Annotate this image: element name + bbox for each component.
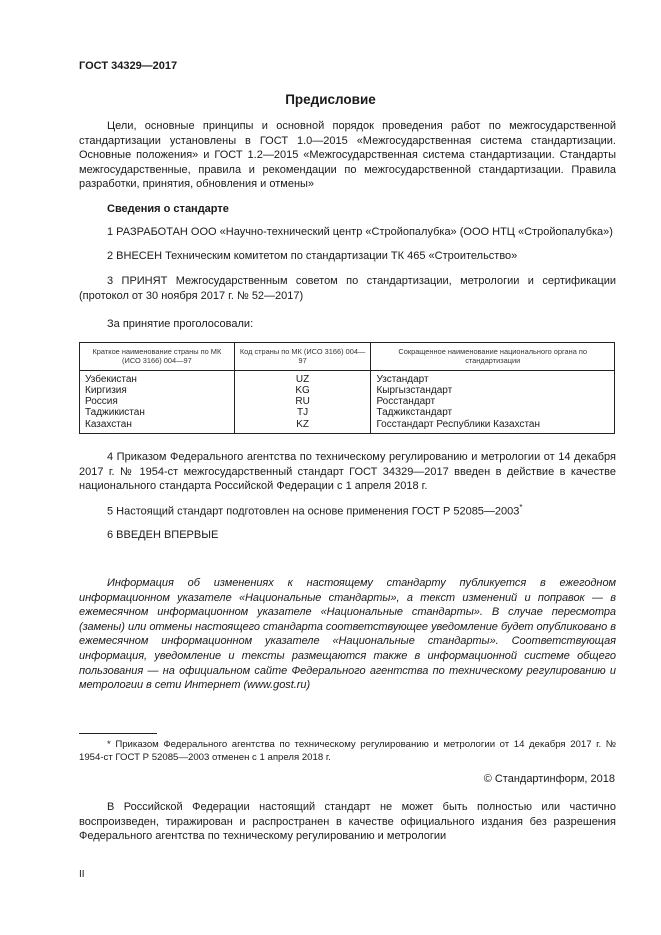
- cell-body: Росстандарт: [371, 396, 615, 407]
- cell-country: Казахстан: [80, 419, 235, 434]
- cell-code: KZ: [234, 419, 371, 434]
- header-country: Краткое наименование страны по МК (ИСО 3166) 004—97: [80, 343, 235, 371]
- intro-paragraph: Цели, основные принципы и основной порядок проведения работ по межгосударственной стандартизации установлены в ГОСТ 1.0—2015 «Межгосударственная система стандартизации. Основные положения» и ГОСТ 1.2—2015 «Межгосударственная система стандартизации. Стандарты межгосударственные, правила и рекомендации по межгосударственной стандартизации. Правила разработки, принятия, обновления и отмены»: [79, 120, 616, 191]
- table-row: [80, 385, 615, 396]
- item-6: 6 ВВЕДЕН ВПЕРВЫЕ: [107, 529, 219, 541]
- page-title: Предисловие: [285, 92, 376, 107]
- cell-body: Узстандарт: [371, 370, 615, 385]
- header-body: Сокращенное наименование национального органа по стандартизации: [371, 343, 615, 371]
- info-paragraph: Информация об изменениях к настоящему стандарту публикуется в ежегодном информационном указателе «Национальные стандарты», а текст изменений и поправок — в ежемесячном информационном указателе «Национальные стандарты». В случае пересмотра (замены) или отмены настоящего стандарта соответствующее уведомление будет опубликовано в ежемесячном информационном указателе «Национальные стандарты». Соответствующая информация, уведомление и тексты размещаются также в информационной системе общего пользования — на официальном сайте Федерального агентства по техническому регулированию и метрологии в сети Интернет (www.gost.ru): [79, 577, 616, 692]
- item-2: 2 ВНЕСЕН Техническим комитетом по стандартизации ТК 465 «Строительство»: [107, 250, 518, 262]
- item-5: [107, 503, 523, 518]
- countries-table: [79, 342, 615, 434]
- table-row: [80, 396, 615, 407]
- cell-body: Таджикстандарт: [371, 407, 615, 418]
- item-4: 4 Приказом Федерального агентства по техническому регулированию и метрологии от 14 декабря 2017 г. № 1954-ст межгосударственный стандарт ГОСТ 34329—2017 введен в действие в качестве национального стандарта Российской Федерации с 1 апреля 2018 г.: [79, 451, 616, 493]
- table-row: [80, 419, 615, 434]
- footnote-divider: [79, 733, 157, 734]
- cell-country: Киргизия: [80, 385, 235, 396]
- section-subtitle: Сведения о стандарте: [107, 203, 229, 215]
- item-3: 3 ПРИНЯТ Межгосударственным советом по стандартизации, метрологии и сертификации (протокол от 30 ноября 2017 г. № 52—2017): [79, 275, 616, 302]
- copyright: © Стандартинформ, 2018: [483, 773, 615, 785]
- table-row: [80, 370, 615, 385]
- cell-code: RU: [234, 396, 371, 407]
- item-5-text: 5 Настоящий стандарт подготовлен на основе применения ГОСТ Р 52085—2003: [107, 505, 520, 518]
- cell-code: KG: [234, 385, 371, 396]
- vote-label: За принятие проголосовали:: [107, 318, 254, 330]
- cell-body: Госстандарт Республики Казахстан: [371, 419, 615, 434]
- table-header-row: [80, 343, 615, 371]
- legal-notice: В Российской Федерации настоящий стандарт не может быть полностью или частично воспроизведен, тиражирован и распространен в качестве официального издания без разрешения Федерального агентства по техническому регулированию и метрологии: [79, 801, 616, 843]
- cell-code: TJ: [234, 407, 371, 418]
- footnote-mark: *: [519, 503, 523, 512]
- header-code: Код страны по МК (ИСО 3166) 004—97: [234, 343, 371, 371]
- table-row: [80, 407, 615, 418]
- document-code: ГОСТ 34329—2017: [79, 60, 178, 72]
- cell-code: UZ: [234, 370, 371, 385]
- cell-country: Россия: [80, 396, 235, 407]
- cell-country: Узбекистан: [80, 370, 235, 385]
- cell-body: Кыргызстандарт: [371, 385, 615, 396]
- page-number: II: [79, 869, 85, 880]
- footnote: * Приказом Федерального агентства по техническому регулированию и метрологии от 14 декабря 2017 г. № 1954-ст ГОСТ Р 52085—2003 отменен с 1 апреля 2018 г.: [79, 739, 616, 763]
- item-1: 1 РАЗРАБОТАН ООО «Научно-технический центр «Стройопалубка» (ООО НТЦ «Стройопалубка»): [107, 226, 613, 238]
- cell-country: Таджикистан: [80, 407, 235, 418]
